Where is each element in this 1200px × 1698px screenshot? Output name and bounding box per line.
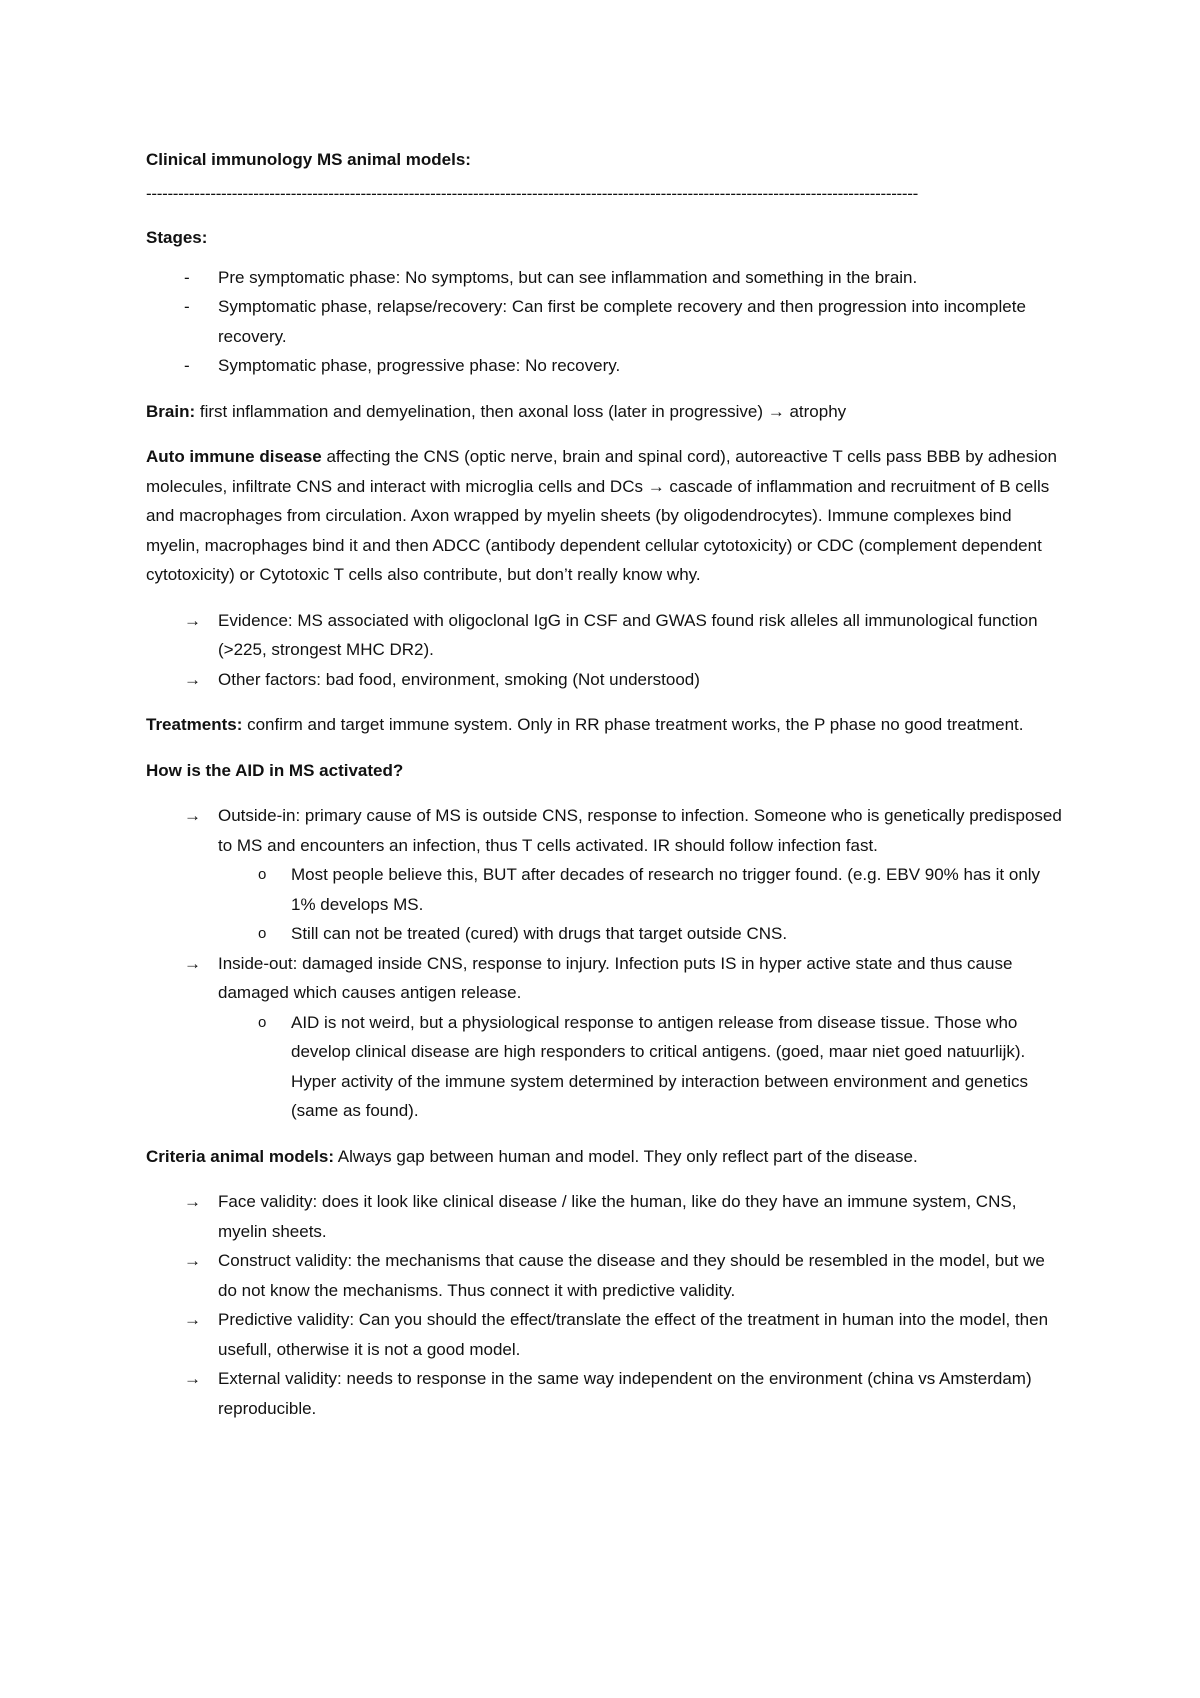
stages-heading: Stages: [146, 228, 208, 247]
list-item-text: Inside-out: damaged inside CNS, response to injury. Infection puts IS in hyper active state and thus cause damaged which causes antigen release. [218, 953, 1013, 1002]
list-item [146, 263, 1066, 293]
list-item [146, 292, 1066, 351]
sub-list-item-text: AID is not weird, but a physiological response to antigen release from disease tissue. Those who develop clinical disease are high responders to critical antigens. (goed, maar niet goed natuurlijk). Hyper activity of the immune system determined by interaction between environment and genetics (same as found). [291, 1012, 1029, 1120]
arrow-marker: → [184, 669, 201, 689]
bullet-marker: o [258, 866, 267, 883]
validity-list [146, 1187, 1066, 1423]
stages-list [146, 263, 1066, 381]
inside-out-sublist [218, 1008, 1066, 1126]
list-item-text: Evidence: MS associated with oligoclonal IgG in CSF and GWAS found risk alleles all immunological function (>225, strongest MHC DR2). [218, 610, 1038, 659]
document-title: Clinical immunology MS animal models: [146, 150, 471, 169]
aid-list [146, 801, 1066, 1126]
sub-list-item-text: Still can not be treated (cured) with drugs that target outside CNS. [291, 924, 788, 943]
list-item-text: Construct validity: the mechanisms that cause the disease and they should be resembled in the model, but we do not know the mechanisms. Thus connect it with predictive validity. [218, 1251, 1045, 1300]
list-item-text: Face validity: does it look like clinical disease / like the human, like do they have an immune system, CNS, myelin sheets. [218, 1192, 1017, 1241]
outside-in-sublist [218, 860, 1066, 949]
aid-heading-text: How is the AID in MS activated? [146, 760, 404, 780]
arrow-marker: → [184, 806, 201, 825]
dash-marker: - [184, 297, 190, 316]
list-item-text: External validity: needs to response in the same way independent on the environment (china vs Amsterdam) reproducible. [218, 1369, 1032, 1418]
list-item-text: Symptomatic phase, progressive phase: No recovery. [218, 356, 621, 375]
sub-list-item-text: Most people believe this, BUT after decades of research no trigger found. (e.g. EBV 90% has it only 1% develops MS. [291, 865, 1041, 914]
arrow-marker: → [184, 610, 201, 630]
list-item-text: Predictive validity: Can you should the effect/translate the effect of the treatment in human into the model, then usefull, otherwise it is not a good model. [218, 1310, 1049, 1359]
arrow-marker: → [184, 1369, 201, 1388]
list-item [146, 351, 1066, 381]
treatments-paragraph [146, 710, 1066, 740]
document-content [146, 145, 1066, 1439]
list-item [146, 1246, 1066, 1305]
sub-list-item [218, 1008, 1066, 1126]
arrow-marker: → [184, 1310, 201, 1329]
auto-immune-paragraph [146, 442, 1066, 590]
list-item [146, 665, 1066, 695]
treatments-text: confirm and target immune system. Only in RR phase treatment works, the P phase no good treatment. [242, 715, 1024, 734]
list-item-text: Pre symptomatic phase: No symptoms, but can see inflammation and something in the brain. [218, 267, 918, 287]
auto-immune-text: affecting the CNS (optic nerve, brain and spinal cord), autoreactive T cells pass BBB by adhesion molecules, infiltrate CNS and interact with microglia cells and DCs → cascade of inflammation and recruitment of B cells and macrophages from circulation. Axon wrapped by myelin sheets (by oligodendrocytes). Immune complexes bind myelin, macrophages bind it and then ADCC (antibody dependent cellular cytotoxicity) or CDC (complement dependent cytotoxicity) or Cytotoxic T cells also contribute, but don’t really know why. [146, 447, 1057, 584]
list-item-text: Symptomatic phase, relapse/recovery: Can first be complete recovery and then progression into incomplete recovery. [218, 297, 1026, 346]
list-item [146, 801, 1066, 949]
evidence-list [146, 606, 1066, 695]
brain-paragraph [146, 397, 1066, 427]
criteria-paragraph [146, 1142, 1066, 1172]
brain-label: Brain: [146, 401, 196, 421]
list-item [146, 606, 1066, 665]
arrow-marker: → [184, 953, 201, 973]
arrow-marker: → [184, 1251, 201, 1270]
list-item [146, 1364, 1066, 1423]
aid-heading [146, 756, 1066, 786]
list-item [146, 1187, 1066, 1246]
auto-immune-label: Auto immune disease [146, 447, 322, 466]
treatments-label: Treatments: [146, 715, 243, 734]
sub-list-item [218, 919, 1066, 949]
arrow-marker: → [184, 1192, 201, 1211]
sub-list-item [218, 860, 1066, 919]
bullet-marker: o [258, 925, 267, 942]
list-item [146, 1305, 1066, 1364]
bullet-marker: o [258, 1013, 267, 1031]
horizontal-rule: ------------------------------------------------------------------------------------------------------------------------------------------------ [146, 184, 919, 203]
list-item [146, 949, 1066, 1126]
list-item-text: Other factors: bad food, environment, smoking (Not understood) [218, 669, 700, 689]
dash-marker: - [184, 267, 190, 287]
criteria-label: Criteria animal models: [146, 1146, 335, 1166]
brain-text: first inflammation and demyelination, then axonal loss (later in progressive) → atrophy [195, 401, 847, 421]
list-item-text: Outside-in: primary cause of MS is outside CNS, response to infection. Someone who is genetically predisposed to MS and encounters an infection, thus T cells activated. IR should follow infection fast. [218, 806, 1062, 855]
criteria-text: Always gap between human and model. They only reflect part of the disease. [334, 1146, 918, 1166]
dash-marker: - [184, 356, 190, 375]
